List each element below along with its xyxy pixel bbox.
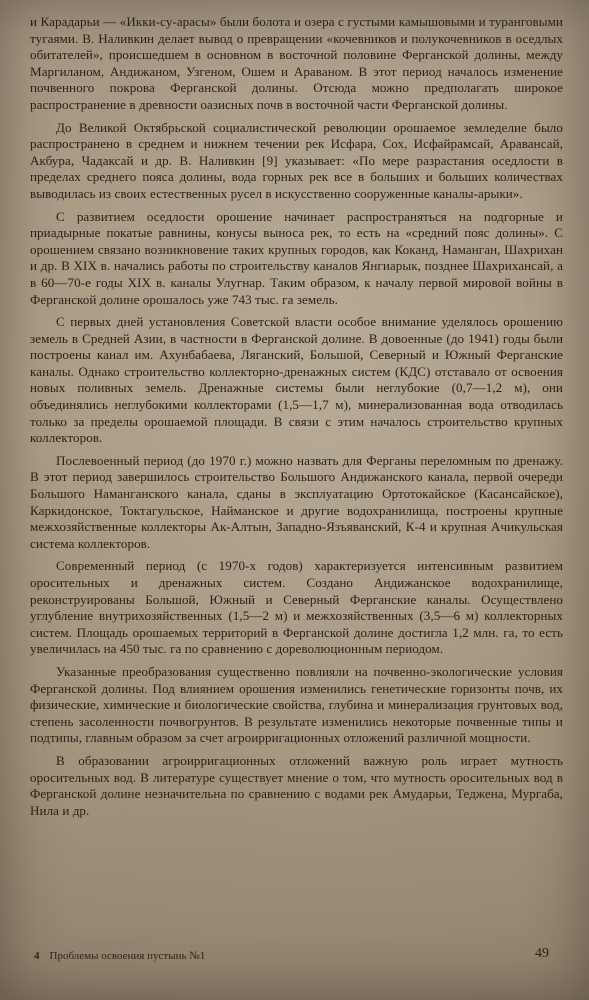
paragraph-8: В образовании агроирригационных отложений важную роль играет мутность оросительных вод. В литературе существует мнение о том, что мутность оросительных вод в Ферганской долине незначительна по сравнению с водами рек Амударьи, Теджена, Мургаба, Нила и др. bbox=[30, 752, 563, 818]
signature-mark bbox=[34, 950, 205, 962]
signature-text: Проблемы освоения пустынь №1 bbox=[49, 950, 206, 962]
signature-number: 4 bbox=[34, 950, 40, 962]
paragraph-4: С первых дней установления Советской власти особое внимание уделялось орошению земель в Средней Азии, в частности в Ферганской долине. В довоенные (до 1941) годы были построены канал им. Ахунбабаева, Ляганский, Большой, Северный и Южный Ферганские каналы. Однако строительство коллекторно-дренажных систем (КДС) отставало от освоения новых поливных земель. Дренажные системы были неглубокие (0,7—1,2 м), они объединялись неглубокими коллекторами (1,5—1,7 м), минерализованная вода отводилась только за пределы орошаемой площади. В связи с этим началось строительство крупных коллекторов. bbox=[30, 314, 563, 446]
paragraph-2: До Великой Октябрьской социалистической революции орошаемое земледелие было распространено в среднем и нижнем течении рек Исфара, Сох, Исфайрамсай, Аравансай, Акбура, Чадаксай и др. В. Наливкин [9] указывает: «По мере разрастания оседлости в пределах среднего пояса долины, вода горных рек все в больших и больших количествах выводилась из своих естественных русел в искусственно сооруженные каналы-арыки». bbox=[30, 119, 563, 201]
page-number: 49 bbox=[535, 946, 549, 961]
paragraph-1: и Карадарьи — «Икки-су-арасы» были болота и озера с густыми камышовыми и туранговыми тугаями. В. Наливкин делает вывод о превращении «кочевников и полукочевников в оседлых обитателей», происшедшем в основном в восточной половине Ферганской долины, между Маргиланом, Андижаном, Узгеном, Ошем и Араваном. В этот период началось изменение почвенного покрова Ферганской долины. Отсюда можно предполагать широкое распространение в древности оазисных почв в восточной части Ферганской долины. bbox=[30, 14, 563, 112]
paragraph-5: Послевоенный период (до 1970 г.) можно назвать для Ферганы переломным по дренажу. В этот период завершилось строительство Большого Андижанского канала, первой очереди Большого Наманганского канала, сданы в эксплуатацию Ортотокайское (Касансайское), Каркидонское, Токтагульское, Найманское и другие водохранилища, построены крупные межхозяйственные коллекторы Ак-Алтын, Западно-Язъяванский, К-4 и крупная Ачикульская система коллекторов. bbox=[30, 452, 563, 551]
paragraph-6: Современный период (с 1970-х годов) характеризуется интенсивным развитием оросительных и дренажных систем. Создано Андижанское водохранилище, реконструированы Большой, Южный и Северный Ферганские каналы. Осуществлено углубление внутрихозяйственных (1,5—2 м) и межхозяйственных (3,5—6 м) коллекторных систем. Площадь орошаемых территорий в Ферганской долине достигла 1,2 млн. га, то есть увеличилась на 450 тыс. га по сравнению с дореволюционным периодом. bbox=[30, 558, 563, 657]
page-footer bbox=[34, 946, 563, 966]
body-text bbox=[30, 14, 563, 819]
paragraph-7: Указанные преобразования существенно повлияли на почвенно-экологические условия Ферганской долины. Под влиянием орошения изменились генетические горизонты почв, их физические, химические и биологические свойства, глубина и минерализация грунтовых вод, степень засоленности почвогрунтов. В результате изменились некоторые почвенные типы и подтипы, главным образом за счет агроирригационных отложений различной мощности. bbox=[30, 663, 563, 746]
paragraph-3: С развитием оседлости орошение начинает распространяться на подгорные и приадырные покатые равнины, конусы выноса рек, то есть на «средний пояс долины». С орошением связано возникновение таких крупных городов, как Коканд, Наманган, Шахрихан и др. В XIX в. начались работы по строительству каналов Янгиарык, позднее Шахрихансай, а в 60—70-е годы XIX в. каналы Улугнар. Таким образом, к началу первой мировой войны в Ферганской долине орошалось уже 743 тыс. га земель. bbox=[30, 208, 563, 307]
